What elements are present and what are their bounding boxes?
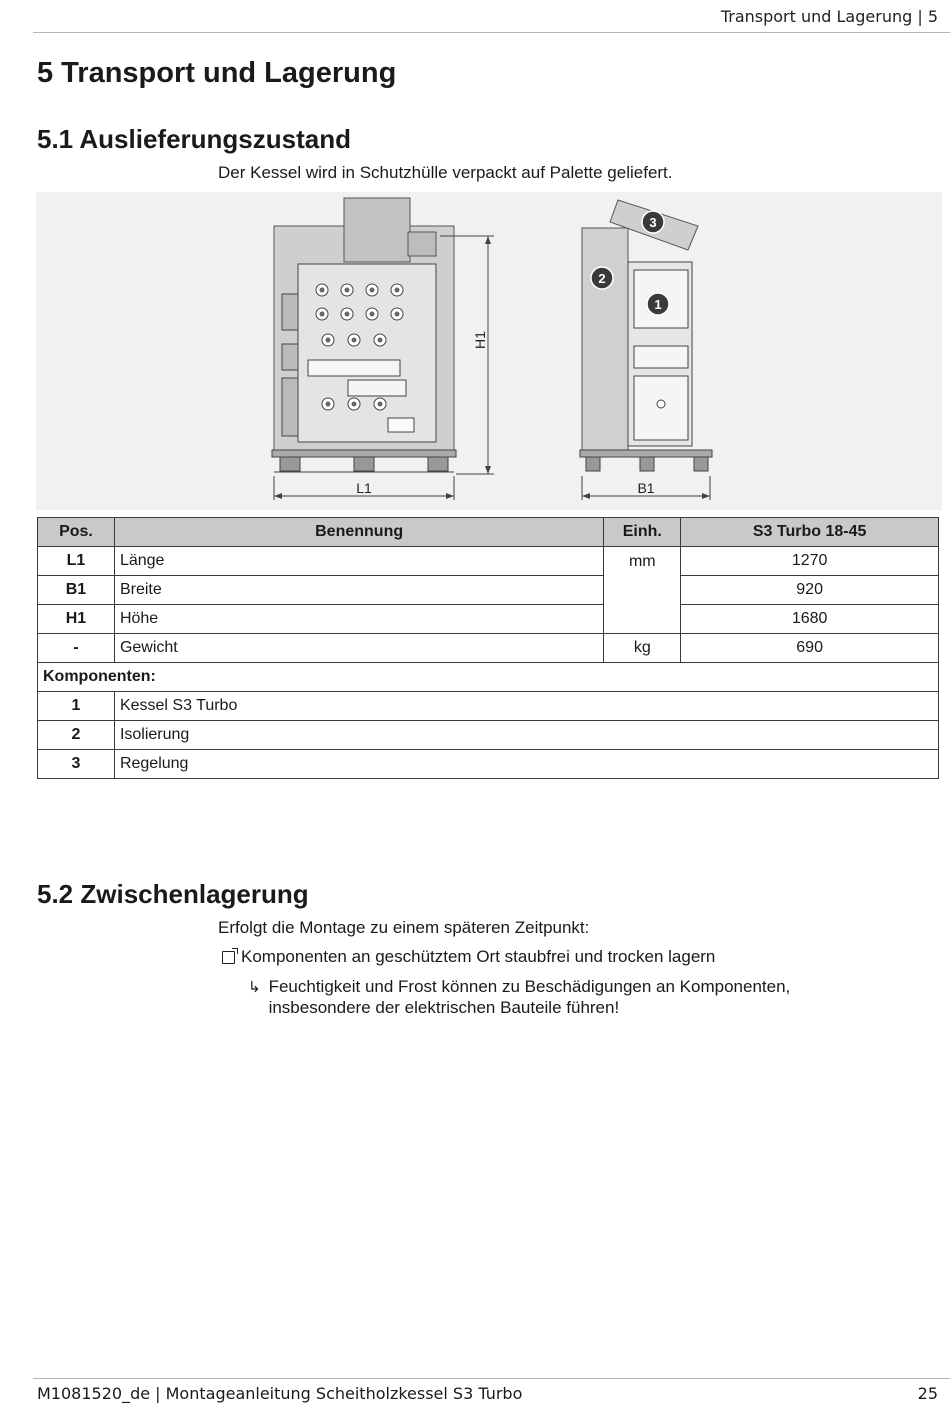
callout-3	[642, 211, 664, 233]
delivery-intro: Der Kessel wird in Schutzhülle verpackt auf Palette geliefert.	[218, 163, 673, 182]
storage-result-text: Feuchtigkeit und Frost können zu Beschädigungen an Komponenten, insbesondere der elektrischen Bauteile führen!	[268, 977, 791, 1017]
boiler-dimension-figure	[36, 192, 942, 510]
table-row: L1 Länge mm 1270	[38, 547, 939, 576]
callout-2	[591, 267, 613, 289]
dim-label-l1: L1	[356, 480, 372, 496]
svg-text:2: 2	[598, 271, 606, 286]
col-header-unit: Einh.	[604, 518, 681, 547]
col-header-name: Benennung	[114, 518, 603, 547]
table-row: H1 Höhe 1680	[38, 605, 939, 634]
storage-intro: Erfolgt die Montage zu einem späteren Zeitpunkt:	[218, 918, 590, 937]
components-header-row: Komponenten:	[38, 663, 939, 692]
dim-label-h1: H1	[472, 331, 488, 349]
table-row: B1 Breite 920	[38, 576, 939, 605]
page-number: 25	[917, 1384, 938, 1403]
callout-1	[647, 293, 669, 315]
section-title-storage: 5.2 Zwischenlagerung	[37, 879, 309, 909]
footer-divider	[33, 1378, 950, 1379]
result-arrow-icon: ↳	[248, 979, 261, 996]
svg-text:3: 3	[649, 215, 657, 230]
running-header: Transport und Lagerung | 5	[720, 7, 938, 26]
step-checkbox-icon	[222, 951, 235, 964]
table-header-row	[38, 518, 939, 547]
section-title-delivery: 5.1 Auslieferungszustand	[37, 124, 351, 154]
svg-text:1: 1	[654, 297, 662, 312]
col-header-pos: Pos.	[38, 518, 115, 547]
header-divider	[33, 32, 950, 33]
table-row: 2 Isolierung	[38, 721, 939, 750]
dimension-table	[37, 517, 939, 779]
table-row: - Gewicht kg 690	[38, 634, 939, 663]
table-row: 1 Kessel S3 Turbo	[38, 692, 939, 721]
footer-document-title: M1081520_de | Montageanleitung Scheitholzkessel S3 Turbo	[37, 1384, 523, 1403]
dim-label-b1: B1	[637, 480, 655, 496]
chapter-title: 5 Transport und Lagerung	[37, 57, 397, 89]
storage-step	[222, 947, 715, 967]
col-header-model: S3 Turbo 18-45	[681, 518, 939, 547]
storage-step-text: Komponenten an geschütztem Ort staubfrei und trocken lagern	[241, 947, 716, 966]
storage-result	[248, 976, 888, 1018]
table-row: 3 Regelung	[38, 750, 939, 779]
unit-cell-mm: mm	[604, 547, 681, 634]
